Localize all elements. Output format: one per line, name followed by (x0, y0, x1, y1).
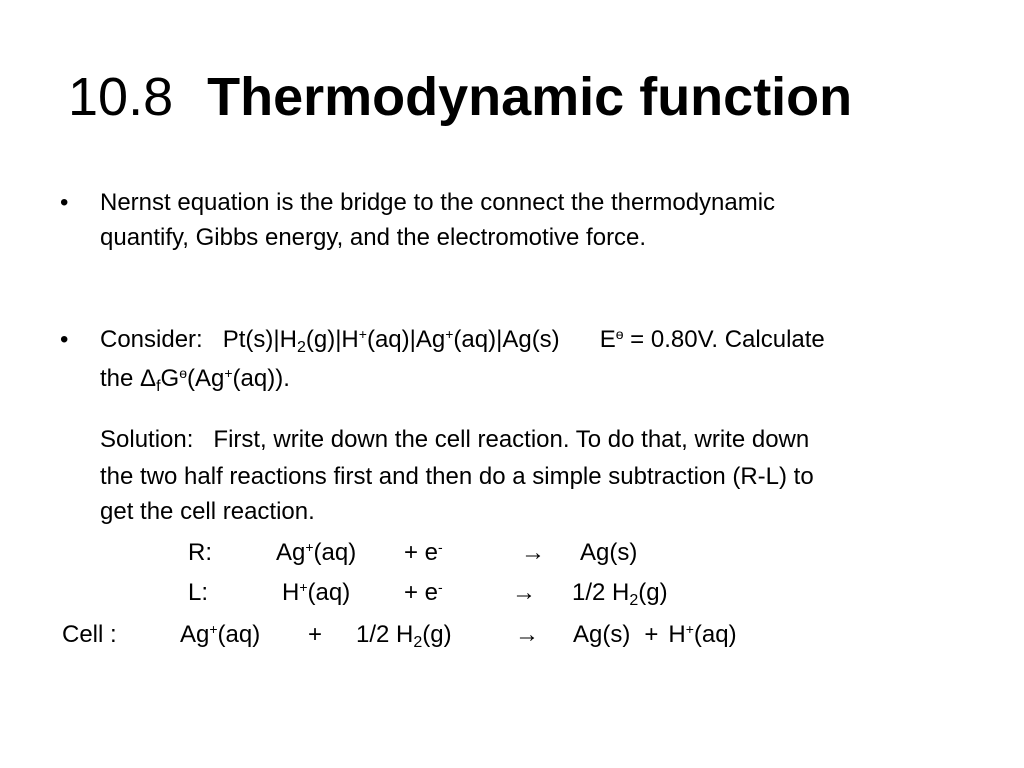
bullet-icon: • (60, 326, 69, 353)
bullet-icon: • (60, 189, 69, 216)
cell-reactant-ag: Ag+(aq) (180, 621, 261, 648)
reaction-l-electron: + e- (404, 579, 443, 606)
consider-line (100, 325, 825, 355)
bullet1-line1: Nernst equation is the bridge to the connect the thermodynamic (100, 189, 776, 216)
solution-line1: Solution: First, write down the cell reaction. To do that, write down (100, 426, 810, 453)
reaction-l-product: 1/2 $H_2(g)$ (572, 579, 668, 609)
reaction-r-electron: + e- (404, 539, 443, 566)
consider-label: Consider: (100, 326, 203, 353)
reaction-l-label: L: (188, 579, 209, 606)
reaction-r-arrow: → (521, 539, 545, 566)
cell-reaction-label: Cell : (62, 621, 117, 648)
consider-line2: the $\Delta_fG^ө(Ag^+(aq))$. (100, 365, 290, 395)
cell-arrow: → (515, 621, 539, 648)
cell-plus: + (308, 621, 323, 648)
reaction-r-label: R: (188, 539, 212, 566)
reaction-r-product: Ag(s) (580, 539, 638, 566)
cell-notation: $Pt(s)|H_2(g)|H^+(aq)|Ag^+(aq)|Ag(s)$ (222, 326, 560, 356)
reaction-r-reactant: Ag+(aq) (276, 539, 357, 566)
solution-line2: the two half reactions first and then do a simple subtraction (R-L) to (100, 463, 814, 490)
section-number: 10.8 (68, 67, 174, 127)
cell-reactant-h2: 1/2 $H_2(g)$ (356, 621, 452, 651)
cell-products: Ag(s) + H+(aq) (573, 621, 737, 648)
reaction-l-arrow: → (512, 579, 536, 606)
solution-line3: get the cell reaction. (100, 498, 315, 525)
reaction-l-reactant: H+(aq) (282, 579, 351, 606)
title-text: Thermodynamic function (207, 67, 853, 127)
solution-label: Solution: (100, 426, 194, 453)
standard-emf: $E^ө = 0.80V$. Calculate (599, 326, 825, 353)
bullet1-line2: quantify, Gibbs energy, and the electromotive force. (100, 224, 647, 251)
slide-title (68, 62, 852, 132)
